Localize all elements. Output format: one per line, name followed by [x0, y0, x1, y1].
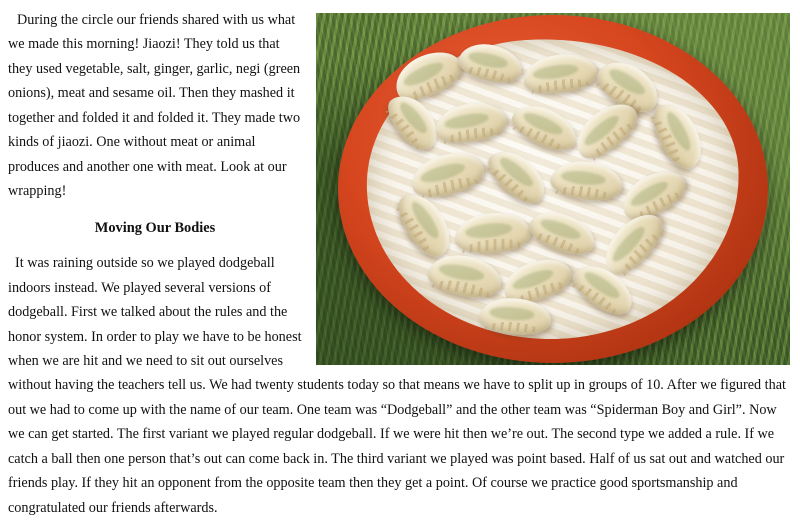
parchment-paper: [362, 33, 744, 346]
paragraph-jiaozi: During the circle our friends shared with us what we made this morning! Jiaozi! They told us that they used vegetable, salt, ginger, garlic, negi (green onions), meat and sesame oil. Then they mashed it together and folded it and folded it. They made two kinds of jiaozi. One without meat or animal produces and another one with meat. Look at our wrapping!: [8, 12, 301, 199]
red-tray: [338, 15, 768, 363]
dumpling: [524, 204, 600, 261]
dumpling: [549, 158, 625, 203]
paragraph-dodgeball: It was raining outside so we played dodgeball indoors instead. We played several versions of dodgeball. First we talked about the rules and the honor system. In order to play we have to be honest when we are hit and we need to sit out ourselves without having the teachers tell us. We had twenty students today so that means we have to split up in groups of 10. After we figured that out we had to come up with the name of our team. One team was “Dodgeball” and the other team was “Spiderman Boy and Girl”. Now we can get started. The first variant we played regular dodgeball. If we were hit then we’re out. The second type we added a rule. If we catch a ball then one person that’s out can come back in. The third variant we played was point based. Half of us sat out and watched our friends play. If they hit an opponent from the opposite team then they get a point. Of course we practice good sportsmanship and congratulated our friends afterwards.: [8, 255, 786, 516]
dumpling: [645, 96, 711, 176]
dumpling: [506, 97, 583, 158]
page-title: Moving Our Bodies: [94, 220, 216, 237]
dumpling: [432, 98, 510, 148]
dumpling: [456, 39, 526, 88]
jiaozi-photo: [316, 13, 790, 365]
dumpling: [521, 50, 600, 98]
dumpling: [425, 250, 505, 302]
dumpling: [481, 141, 555, 211]
dumpling: [453, 209, 533, 257]
dumpling: [478, 296, 552, 337]
